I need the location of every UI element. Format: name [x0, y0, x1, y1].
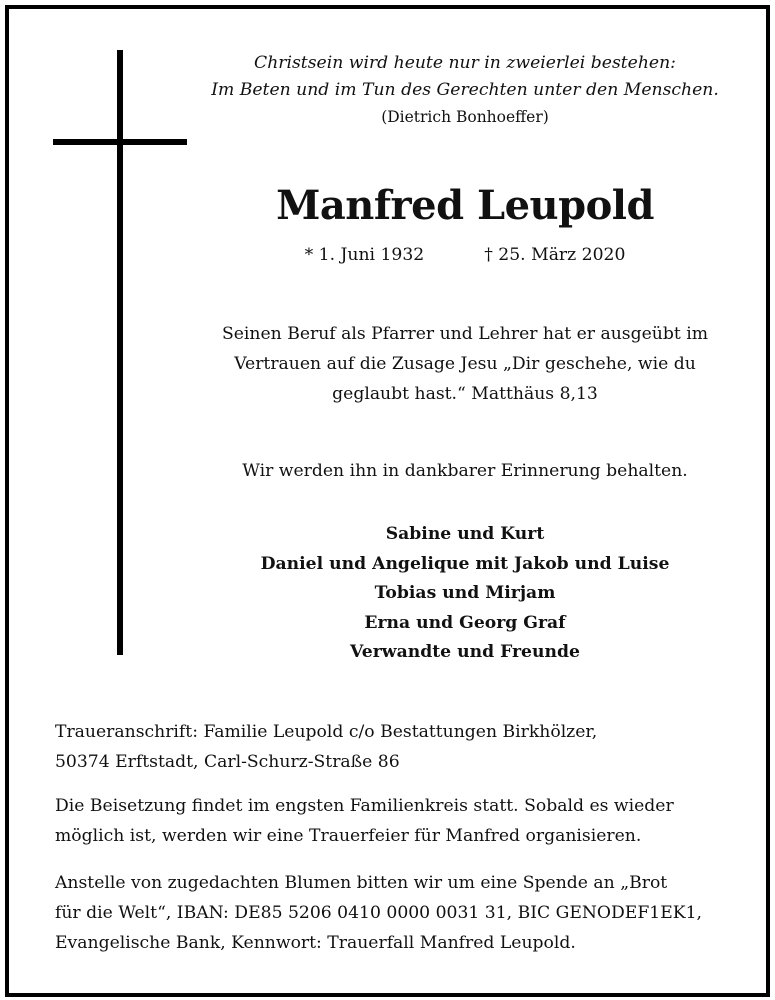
donation-line: für die Welt“, IBAN: DE85 5206 0410 0000 0031 31, BIC GENODEF1EK1,	[55, 903, 702, 923]
epigraph-quote	[200, 50, 730, 131]
burial-line: möglich ist, werden wir eine Trauerfeier für Manfred organisieren.	[55, 826, 642, 846]
deceased-name: Manfred Leupold	[276, 182, 654, 229]
cross-horizontal-bar	[53, 139, 187, 145]
death-date: † 25. März 2020	[484, 245, 626, 265]
burial-line: Die Beisetzung findet im engsten Familienkreis statt. Sobald es wieder	[55, 796, 674, 816]
mourner-entry: Sabine und Kurt	[385, 524, 545, 544]
address-line: 50374 Erftstadt, Carl-Schurz-Straße 86	[55, 752, 400, 772]
mourner-entry: Verwandte und Freunde	[350, 642, 580, 663]
donation-notice	[55, 868, 745, 958]
mourner-entry: Erna und Georg Graf	[364, 612, 566, 633]
birth-date: * 1. Juni 1932	[304, 245, 425, 265]
bible-verse-text	[200, 319, 730, 409]
life-dates	[200, 242, 730, 268]
verse-line: Seinen Beruf als Pfarrer und Lehrer hat er ausgeübt im	[221, 324, 709, 344]
mourners-list	[200, 520, 730, 668]
donation-line: Anstelle von zugedachten Blumen bitten wir um eine Spende an „Brot	[55, 873, 668, 893]
remembrance-text: Wir werden ihn in dankbarer Erinnerung behalten.	[242, 461, 688, 481]
quote-author: (Dietrich Bonhoeffer)	[381, 108, 549, 126]
verse-line: Vertrauen auf die Zusage Jesu „Dir geschehe, wie du	[234, 354, 696, 374]
mourning-address	[55, 717, 745, 777]
mourner-entry: Tobias und Mirjam	[374, 583, 556, 604]
verse-line: geglaubt hast.“ Matthäus 8,13	[332, 384, 598, 404]
quote-line: Christsein wird heute nur in zweierlei bestehen:	[254, 53, 676, 73]
donation-line: Evangelische Bank, Kennwort: Trauerfall Manfred Leupold.	[55, 933, 576, 953]
mourner-entry: Daniel und Angelique mit Jakob und Luise	[260, 553, 670, 574]
burial-notice	[55, 791, 745, 851]
address-line: Traueranschrift: Familie Leupold c/o Bestattungen Birkhölzer,	[55, 722, 598, 742]
quote-line: Im Beten und im Tun des Gerechten unter den Menschen.	[211, 80, 719, 100]
